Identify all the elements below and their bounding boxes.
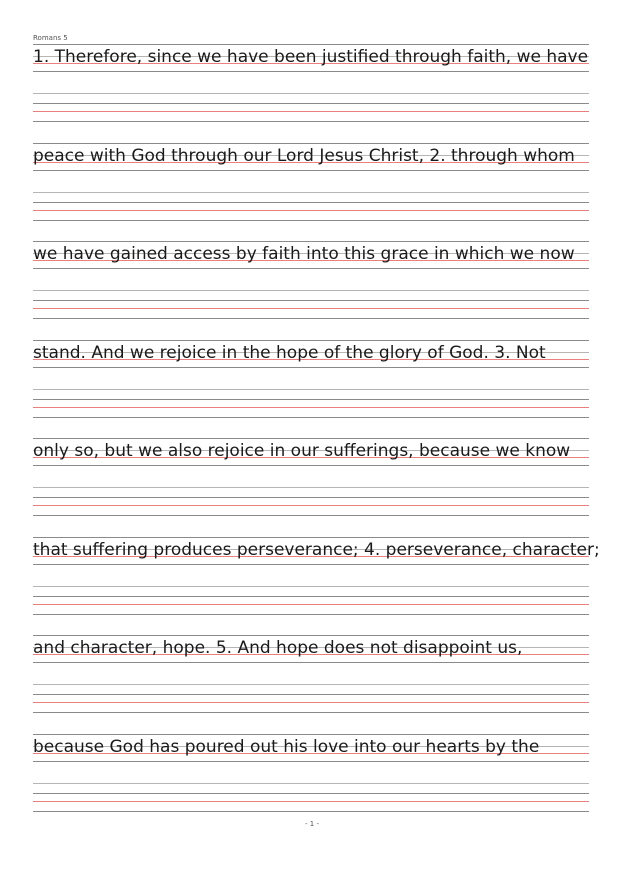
trace-text-line: that suffering produces perseverance; 4. perseverance, character; [33,539,600,560]
page-number: - 1 - [305,820,319,828]
guide-rule [33,407,589,408]
guide-rule [33,811,589,812]
guide-rule [33,684,589,685]
guide-rule [33,614,589,615]
trace-text-line: only so, but we also rejoice in our sufferings, because we know [33,441,571,461]
guide-rule [33,308,589,309]
trace-text-line: and character, hope. 5. And hope does not disappoint us, [33,638,523,658]
guide-rule [33,210,589,211]
practice-line-block [33,734,589,814]
guide-rule [33,438,589,439]
guide-rule [33,694,589,695]
practice-line-block [33,340,589,420]
guide-rule [33,71,589,72]
guide-rule [33,170,589,171]
guide-rule [33,44,589,45]
page-header: Romans 5 [33,34,68,42]
guide-rule [33,93,589,94]
guide-rule [33,121,589,122]
guide-rule [33,487,589,488]
guide-rule [33,734,589,735]
guide-rule [33,783,589,784]
guide-rule [33,192,589,193]
practice-line-block [33,143,589,223]
guide-rule [33,290,589,291]
guide-rule [33,367,589,368]
guide-rule [33,318,589,319]
guide-rule [33,340,589,341]
guide-rule [33,399,589,400]
practice-line-block [33,241,589,321]
practice-line-block [33,635,589,715]
trace-text-line: because God has poured out his love into our hearts by the [33,736,540,757]
guide-rule [33,220,589,221]
guide-rule [33,793,589,794]
guide-rule [33,389,589,390]
trace-text-line: stand. And we rejoice in the hope of the glory of God. 3. Not [33,342,546,363]
guide-rule [33,103,589,104]
guide-rule [33,702,589,703]
practice-line-block [33,537,600,617]
guide-rule [33,635,589,636]
practice-line-block [33,438,589,518]
guide-rule [33,505,589,506]
guide-rule [33,564,589,565]
guide-rule [33,515,589,516]
trace-text-line: we have gained access by faith into this grace in which we now [33,244,575,264]
guide-rule [33,300,589,301]
guide-rule [33,604,589,605]
guide-rule [33,586,589,587]
trace-text-line: 1. Therefore, since we have been justified through faith, we have [33,47,589,67]
guide-rule [33,465,589,466]
guide-rule [33,596,589,597]
guide-rule [33,761,589,762]
guide-rule [33,712,589,713]
guide-rule [33,111,589,112]
guide-rule [33,497,589,498]
guide-rule [33,662,589,663]
guide-rule [33,417,589,418]
guide-rule [33,537,589,538]
guide-rule [33,268,589,269]
guide-rule [33,202,589,203]
guide-rule [33,241,589,242]
guide-rule [33,143,589,144]
practice-line-block [33,44,589,124]
guide-rule [33,801,589,802]
trace-text-line: peace with God through our Lord Jesus Christ, 2. through whom [33,145,575,166]
